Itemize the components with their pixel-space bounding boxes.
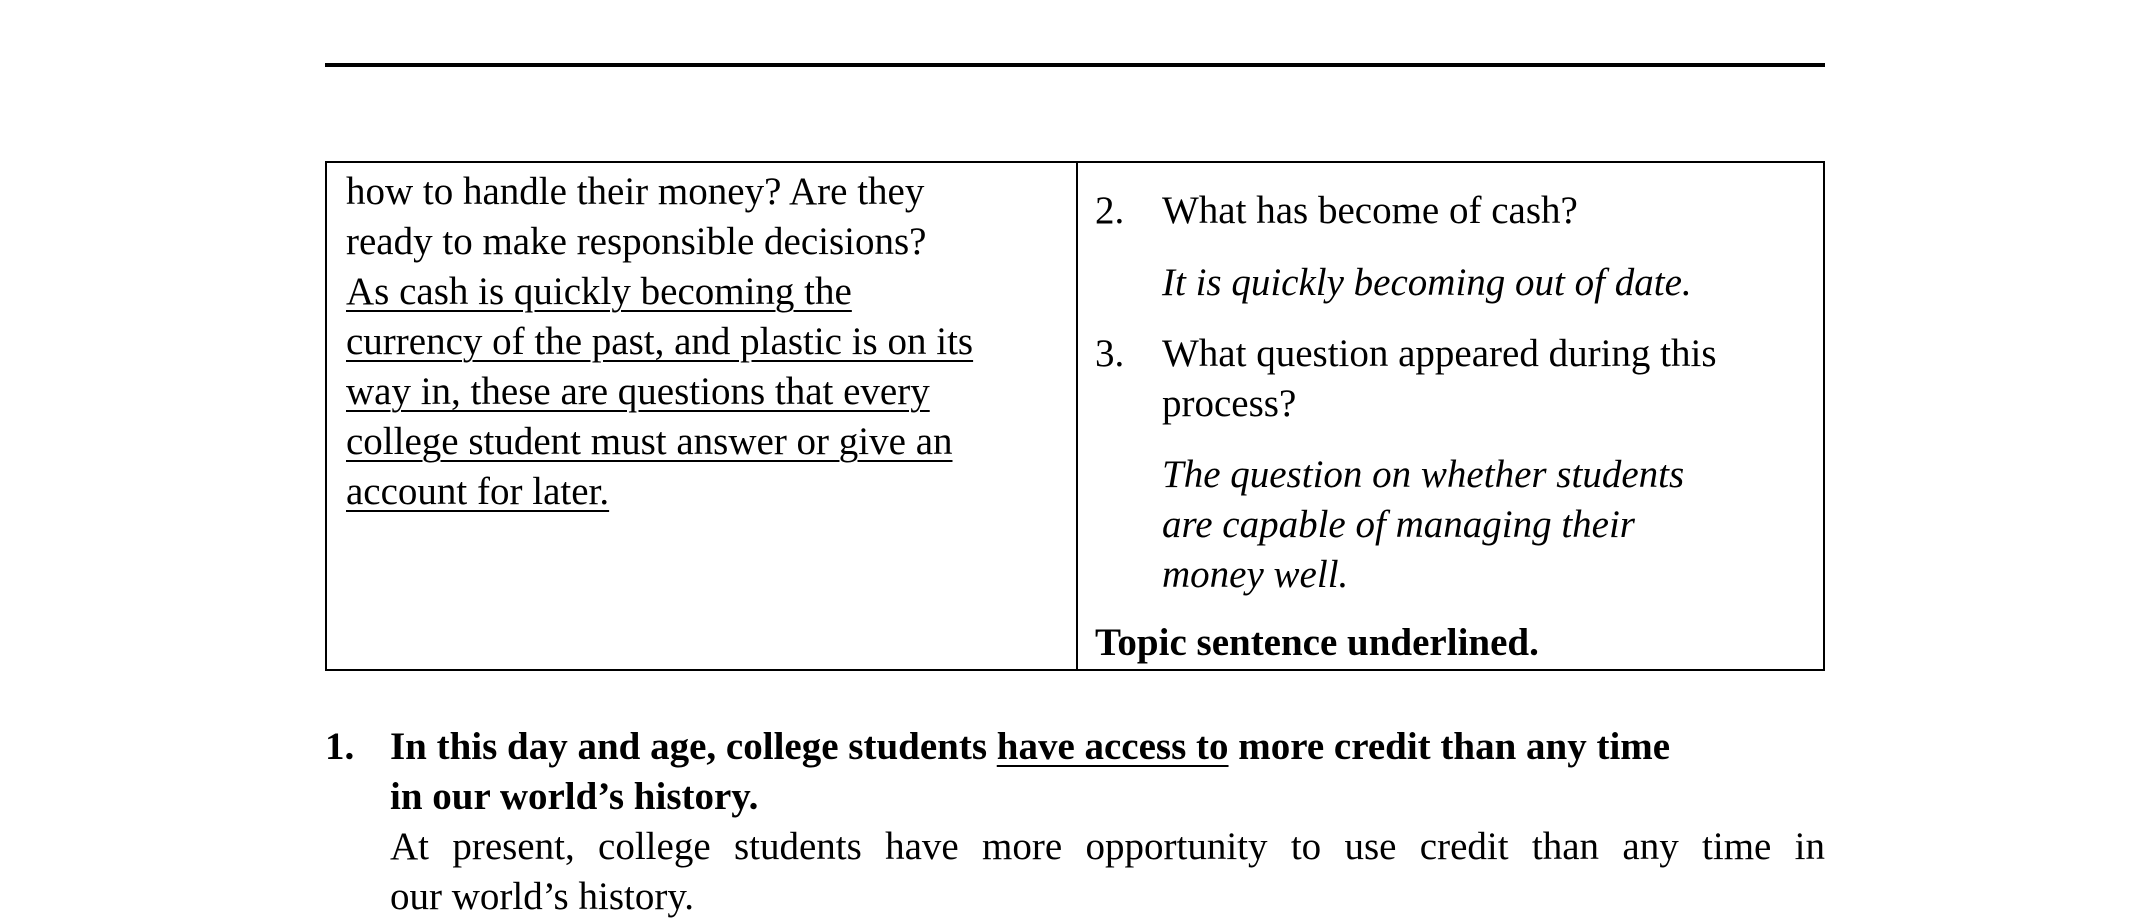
topic-sentence-line: college student must answer or give an bbox=[346, 420, 953, 463]
header-rule bbox=[325, 63, 1825, 67]
item-number: 1. bbox=[325, 725, 355, 768]
heading-text: more credit than any time bbox=[1228, 725, 1671, 768]
heading-text: in our world’s history. bbox=[390, 775, 759, 818]
question-text-line: process? bbox=[1162, 382, 1297, 425]
topic-note: Topic sentence underlined. bbox=[1095, 621, 1539, 664]
answer-line: money well. bbox=[1162, 553, 1349, 596]
passage-line: ready to make responsible decisions? bbox=[346, 220, 927, 263]
heading-underlined-phrase: have access to bbox=[996, 725, 1229, 768]
topic-sentence-line: way in, these are questions that every bbox=[346, 370, 930, 413]
heading-text: In this day and age, college students bbox=[390, 725, 997, 768]
paraphrase-line: At present, college students have more opportunity to use credit than any time in bbox=[390, 825, 1825, 868]
passage-line: how to handle their money? Are they bbox=[346, 170, 925, 213]
topic-sentence-line: currency of the past, and plastic is on its bbox=[346, 320, 974, 363]
question-text-line: What question appeared during this bbox=[1162, 332, 1717, 375]
answer-line: are capable of managing their bbox=[1162, 503, 1635, 546]
question-number: 3. bbox=[1095, 332, 1125, 375]
question-number: 2. bbox=[1095, 189, 1125, 232]
column-divider bbox=[1076, 163, 1078, 669]
question-text bbox=[1162, 329, 1812, 429]
paraphrase-line: our world’s history. bbox=[390, 875, 695, 918]
question-table bbox=[325, 161, 1825, 671]
answer-line: The question on whether students bbox=[1162, 453, 1685, 496]
topic-sentence-line: As cash is quickly becoming the bbox=[346, 270, 852, 313]
topic-sentence-line: account for later. bbox=[346, 470, 610, 513]
passage-cell bbox=[346, 167, 1066, 517]
answer-2: It is quickly becoming out of date. bbox=[1162, 261, 1692, 304]
answer-3 bbox=[1162, 450, 1762, 600]
item-heading bbox=[390, 722, 1825, 822]
question-text: What has become of cash? bbox=[1162, 189, 1578, 232]
